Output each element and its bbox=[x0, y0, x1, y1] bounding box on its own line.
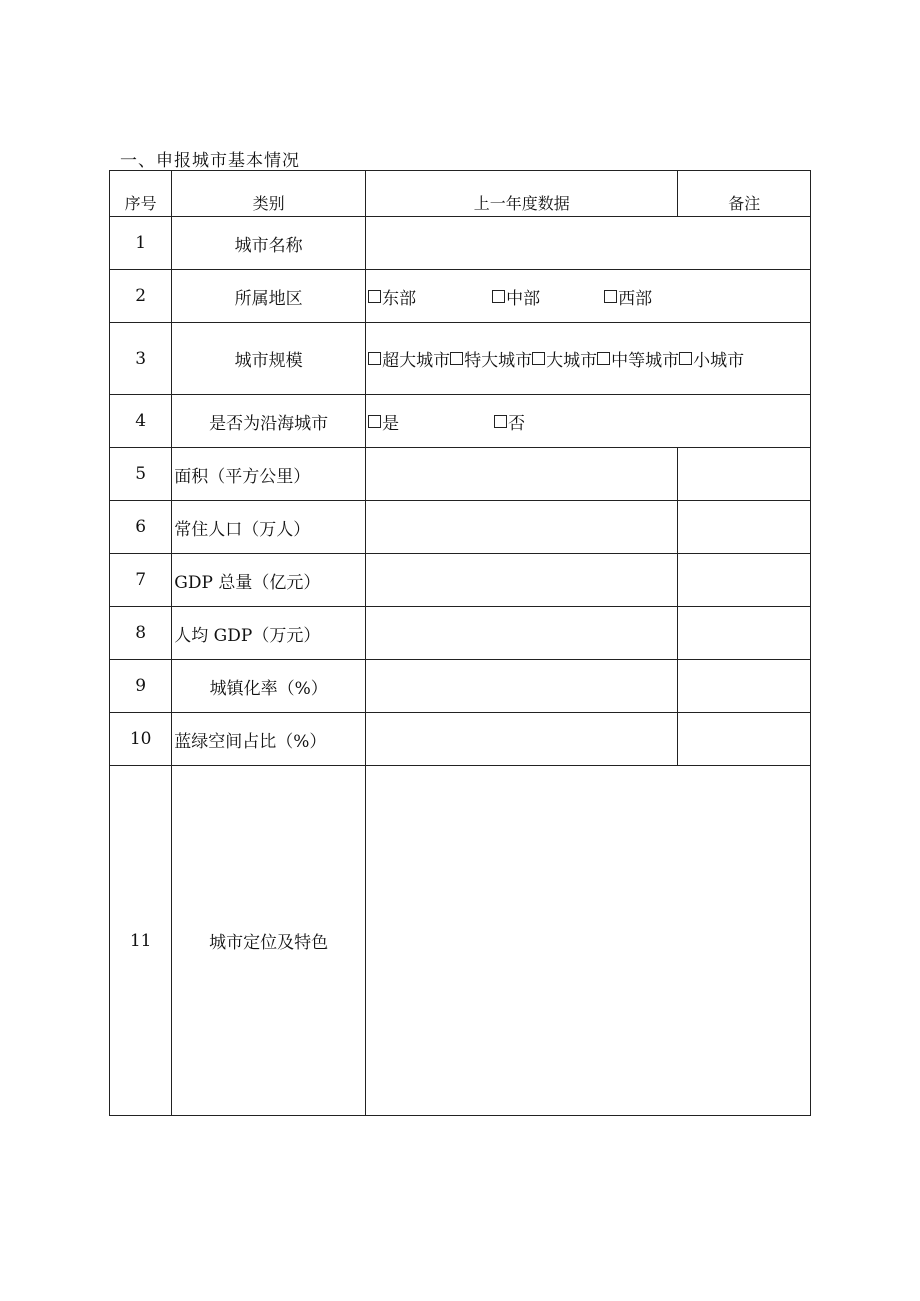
row-number: 3 bbox=[110, 323, 172, 395]
row-category: 面积（平方公里） bbox=[172, 448, 366, 501]
option-small-city[interactable] bbox=[679, 346, 744, 371]
data-cell[interactable] bbox=[366, 448, 678, 501]
note-cell[interactable] bbox=[678, 660, 811, 713]
row-category: 常住人口（万人） bbox=[172, 501, 366, 554]
table-row bbox=[110, 713, 811, 766]
table-row bbox=[110, 660, 811, 713]
checkbox-icon bbox=[494, 415, 507, 428]
header-category: 类别 bbox=[172, 171, 366, 217]
row-category: 人均 GDP（万元） bbox=[172, 607, 366, 660]
positioning-field[interactable] bbox=[366, 766, 811, 1116]
table-row bbox=[110, 501, 811, 554]
checkbox-icon bbox=[597, 352, 610, 365]
option-label: 小城市 bbox=[693, 351, 745, 371]
row-category: 蓝绿空间占比（%） bbox=[172, 713, 366, 766]
row-number: 5 bbox=[110, 448, 172, 501]
checkbox-icon bbox=[604, 290, 617, 303]
table-row bbox=[110, 766, 811, 1116]
row-category: 城市定位及特色 bbox=[172, 766, 366, 1116]
note-cell[interactable] bbox=[678, 607, 811, 660]
checkbox-icon bbox=[450, 352, 463, 365]
coastal-options bbox=[366, 395, 811, 448]
checkbox-icon bbox=[368, 290, 381, 303]
checkbox-icon bbox=[368, 352, 381, 365]
row-number: 1 bbox=[110, 217, 172, 270]
option-large-city[interactable] bbox=[532, 346, 597, 371]
option-west[interactable] bbox=[604, 284, 652, 309]
row-category: GDP 总量（亿元） bbox=[172, 554, 366, 607]
note-cell[interactable] bbox=[678, 554, 811, 607]
city-scale-options bbox=[366, 323, 811, 395]
checkbox-icon bbox=[492, 290, 505, 303]
table-row bbox=[110, 448, 811, 501]
table-row bbox=[110, 395, 811, 448]
option-extra-large-city[interactable] bbox=[450, 346, 532, 371]
row-category: 是否为沿海城市 bbox=[172, 395, 366, 448]
note-cell[interactable] bbox=[678, 713, 811, 766]
table-row bbox=[110, 270, 811, 323]
row-number: 2 bbox=[110, 270, 172, 323]
option-label: 否 bbox=[508, 413, 526, 434]
option-label: 中等城市 bbox=[611, 351, 680, 371]
row-number: 6 bbox=[110, 501, 172, 554]
row-number: 10 bbox=[110, 713, 172, 766]
checkbox-icon bbox=[368, 415, 381, 428]
option-no[interactable] bbox=[494, 409, 525, 434]
option-label: 超大城市 bbox=[382, 351, 451, 371]
option-label: 西部 bbox=[618, 288, 653, 309]
table-row bbox=[110, 217, 811, 270]
option-label: 东部 bbox=[382, 288, 417, 309]
option-yes[interactable] bbox=[368, 409, 399, 434]
table-row bbox=[110, 554, 811, 607]
option-label: 大城市 bbox=[546, 351, 598, 371]
row-number: 9 bbox=[110, 660, 172, 713]
checkbox-icon bbox=[679, 352, 692, 365]
data-cell[interactable] bbox=[366, 713, 678, 766]
header-no: 序号 bbox=[110, 171, 172, 217]
table-row bbox=[110, 323, 811, 395]
data-cell[interactable] bbox=[366, 607, 678, 660]
row-category: 城市名称 bbox=[172, 217, 366, 270]
row-number: 4 bbox=[110, 395, 172, 448]
option-medium-city[interactable] bbox=[597, 346, 679, 371]
table-row bbox=[110, 607, 811, 660]
data-cell[interactable] bbox=[366, 554, 678, 607]
city-name-field[interactable] bbox=[366, 217, 811, 270]
data-cell[interactable] bbox=[366, 501, 678, 554]
row-number: 8 bbox=[110, 607, 172, 660]
note-cell[interactable] bbox=[678, 448, 811, 501]
header-data: 上一年度数据 bbox=[366, 171, 678, 217]
option-label: 是 bbox=[382, 413, 400, 434]
row-category: 城市规模 bbox=[172, 323, 366, 395]
option-label: 特大城市 bbox=[464, 351, 533, 371]
row-category: 所属地区 bbox=[172, 270, 366, 323]
option-label: 中部 bbox=[506, 288, 541, 309]
data-cell[interactable] bbox=[366, 660, 678, 713]
header-note: 备注 bbox=[678, 171, 811, 217]
checkbox-icon bbox=[532, 352, 545, 365]
table-header-row bbox=[110, 171, 811, 217]
note-cell[interactable] bbox=[678, 501, 811, 554]
row-category: 城镇化率（%） bbox=[172, 660, 366, 713]
row-number: 11 bbox=[110, 766, 172, 1116]
section-title: 一、申报城市基本情况 bbox=[120, 151, 300, 171]
city-info-table bbox=[109, 170, 811, 1116]
option-central[interactable] bbox=[492, 284, 540, 309]
region-options bbox=[366, 270, 811, 323]
row-number: 7 bbox=[110, 554, 172, 607]
option-east[interactable] bbox=[368, 284, 416, 309]
option-megacity[interactable] bbox=[368, 346, 450, 371]
